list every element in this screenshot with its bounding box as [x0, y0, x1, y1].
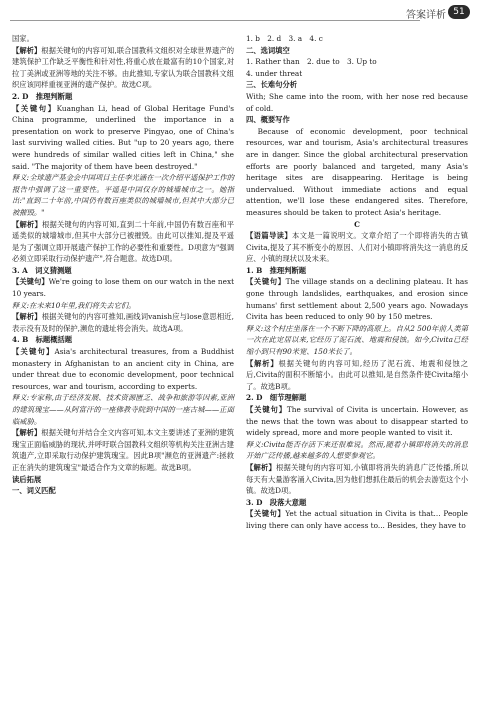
paragraph-tag: 【解析】: [246, 358, 279, 368]
header-label: 答案详析: [406, 10, 446, 21]
left-paragraph: [12, 276, 234, 299]
left-paragraph: [12, 485, 234, 497]
left-paragraph: [12, 300, 234, 312]
paragraph-text: Kuanghan Li, head of Global Heritage Fund's China programme, underlined the importance in a presentation on work to preserve Pingyao, one of China's last surviving walled cities. But "up to 20 years ago, there were hundreds of similar walled cities left in China," she said. "The majority of them have been destroyed.": [12, 103, 234, 171]
right-paragraph: [246, 392, 468, 404]
right-paragraph: [246, 230, 468, 265]
left-paragraph: [12, 311, 234, 334]
paragraph-text: 一、词义匹配: [12, 486, 56, 496]
right-paragraph: [246, 91, 468, 114]
paragraph-text: 1. Rather than 2. due to 3. Up to: [246, 57, 377, 67]
paragraph-tag: 【解析】: [246, 462, 276, 472]
left-paragraph: [12, 334, 234, 346]
paragraph-text: 释义:专家称,由于经济发展、技术资源匮乏、战争和旅游等因素,亚洲的建筑瑰宝——从阿富汗的一座佛教寺院到中国的一座古城——正面临威胁。: [12, 393, 234, 426]
paragraph-text: 根据关键句的内容可知,小镇即将消失的消息广泛传播,所以每天有大量游客涌入Civita,因为他们想抓住最后的机会去游览这个小镇。故选D项。: [246, 462, 469, 496]
paragraph-text: 根据关键句的内容可知,直到二十年前,中国仍有数百座和平遥类似的城墙城市,但其中大部分已被摧毁。由此可以推知,提及平遥是为了强调立即开展遗产保护工作的必要性和重要性。D项意为"强调必须立即采取行动保护遗产",符合题意。故选D项。: [12, 219, 235, 264]
right-paragraph: [246, 358, 468, 393]
paragraph-tag: 【关键句】: [12, 277, 49, 287]
paragraph-tag: 【解析】: [12, 45, 42, 55]
paragraph-text: Asia's architectural treasures, from a Buddhist monastery in Afghanistan to an ancient city in China, are under threat due to economic development, poor technical resources, war and tourism, according to experts.: [12, 347, 234, 391]
paragraph-text: Yet the actual situation in Civita is that... People living there can only have access to... Besides, they have to: [246, 509, 468, 530]
paragraph-tag: 【关键句】: [12, 347, 55, 357]
right-paragraph: [246, 265, 468, 277]
paragraph-text: Because of economic development, poor technical resources, war and tourism, Asia's architectural treasures are in danger. Since the global architectural preservation efforts are poorly balanced and targeted, many Asia's heritage sites are disappearing. Heritage is being undervalued. Without immediate actions and equal attention, we'll lose these endangered sites. Therefore, measures should be taken to protect Asia's heritage.: [246, 126, 468, 217]
paragraph-text: The survival of Civita is uncertain. However, as the news that the town was about to disappear started to widely spread, more and more people wanted to visit it.: [246, 405, 469, 438]
paragraph-tag: 【关键句】: [12, 103, 57, 113]
right-paragraph: [246, 276, 468, 322]
left-paragraph: [12, 392, 234, 427]
left-column: [12, 33, 234, 497]
paragraph-text: 释义:这个村庄坐落在一个不断下降的高原上。自从2 500年前人类第一次在此定居以来,它经历了泥石流、地震和侵蚀。如今,Civita已经缩小到只有90米宽、150米长了。: [246, 323, 468, 357]
paragraph-text: We're going to lose them on our watch in the next 10 years.: [12, 277, 234, 299]
right-paragraph: [246, 439, 468, 462]
right-paragraph: [246, 126, 468, 219]
paragraph-tag: 【解析】: [12, 219, 42, 229]
right-paragraph: [246, 508, 468, 531]
right-paragraph: [246, 114, 468, 126]
left-paragraph: [12, 33, 234, 45]
paragraph-text: 1. b 2. d 3. a 4. c: [246, 34, 323, 43]
left-paragraph: [12, 103, 234, 173]
header-rule: [10, 20, 420, 21]
right-paragraph: [246, 219, 468, 231]
paragraph-text: 释义:Civita能否存活下来还很难说。然而,随着小镇即将消失的消息开始广泛传播,越来越多的人想要参观它。: [246, 439, 468, 461]
right-paragraph: [246, 462, 468, 497]
paragraph-tag: 【关键句】: [246, 405, 287, 414]
left-paragraph: [12, 91, 234, 103]
left-paragraph: [12, 219, 234, 265]
paragraph-text: 3. A 词义猜测题: [12, 265, 72, 275]
paragraph-text: 2. D 细节理解题: [246, 393, 307, 403]
paragraph-text: 国家。: [12, 34, 34, 43]
paragraph-text: 4. B 标题概括题: [12, 335, 73, 345]
paragraph-text: 三、长难句分析: [246, 80, 298, 90]
page-number: 51: [448, 5, 470, 19]
paragraph-text: The village stands on a declining plateau. It has gone through landslides, earthquakes, and erosion since humans' first settlement about 2,500 years ago. Nowadays Civita has been reduced to only 90 by 150 metres.: [246, 277, 468, 322]
right-paragraph: [246, 68, 468, 80]
paragraph-text: 二、选词填空: [246, 45, 290, 55]
right-paragraph: [246, 79, 468, 91]
paragraph-tag: 【解析】: [12, 428, 42, 438]
right-paragraph: [246, 56, 468, 68]
left-paragraph: [12, 474, 234, 486]
paragraph-text: C: [354, 219, 360, 229]
paragraph-tag: 【关键句】: [246, 277, 286, 287]
paragraph-text: 四、概要写作: [246, 115, 290, 125]
right-paragraph: [246, 45, 468, 57]
paragraph-tag: 【关键句】: [246, 509, 286, 519]
paragraph-text: 4. under threat: [246, 68, 303, 78]
paragraph-text: 读后拓展: [12, 474, 42, 484]
paragraph-text: 本文是一篇说明文。文章介绍了一个即将消失的古镇Civita,提及了其不断变小的原因、人们对小镇即将消失这一消息的反应、小镇的现状以及未来。: [246, 231, 469, 264]
paragraph-text: 2. D 推理判断题: [12, 91, 73, 101]
paragraph-text: 根据关键句并结合全文内容可知,本文主要讲述了亚洲的建筑瑰宝正面临威胁的现状,并呼吁联合国教科文组织等机构关注亚洲古建筑遗产,立即采取行动保护建筑瑰宝。因此B项"濒危的亚洲遗产:拯救正在消失的建筑瑰宝"最适合作为文章的标题。故选B项。: [12, 428, 234, 472]
paragraph-text: With; She came into the room, with her nose red because of cold.: [246, 91, 468, 113]
left-paragraph: [12, 172, 234, 218]
paragraph-text: 1. B 推理判断题: [246, 265, 307, 275]
left-paragraph: [12, 427, 234, 473]
right-paragraph: [246, 323, 468, 358]
right-paragraph: [246, 33, 468, 45]
paragraph-text: 根据关键句的内容可知,联合国教科文组织对全球世界遗产的建筑保护工作缺乏平衡性和针对性,将重心放在最富有的10个国家,对拉丁美洲或亚洲等地的关注不够。由此推知,专家认为联合国教科文组织应该同样重视亚洲的遗产保护。故选C项。: [12, 45, 234, 90]
paragraph-text: 释义:在未来10年里,我们将失去它们。: [12, 300, 136, 310]
paragraph-tag: 【语篇导读】: [246, 231, 293, 241]
paragraph-tag: 【解析】: [12, 312, 42, 322]
right-paragraph: [246, 497, 468, 509]
left-paragraph: [12, 346, 234, 392]
paragraph-text: 释义:全球遗产基金会中国项目主任李光涵在一次介绍平遥保护工作的报告中强调了这一重要性。平遥是中国仅存的城墙城市之一。她指出:"直到二十年前,中国仍有数百座类似的城墙城市,但其中大部分已被摧毁。": [12, 173, 234, 217]
right-column: [246, 33, 468, 532]
right-paragraph: [246, 404, 468, 439]
left-paragraph: [12, 45, 234, 91]
paragraph-text: 3. D 段落大意题: [246, 497, 307, 507]
paragraph-text: 根据关键句的内容可推知,画线词vanish应与lose意思相近,表示没有及时的保护,濒危的遗址将会消失。故选A项。: [12, 312, 235, 333]
left-paragraph: [12, 265, 234, 277]
page-header: [0, 0, 480, 30]
paragraph-text: 根据关键句的内容可知,经历了泥石流、地震和侵蚀之后,Civita的面积不断缩小。由此可以推知,是自然条件使Civita缩小了。故选B项。: [246, 358, 468, 391]
